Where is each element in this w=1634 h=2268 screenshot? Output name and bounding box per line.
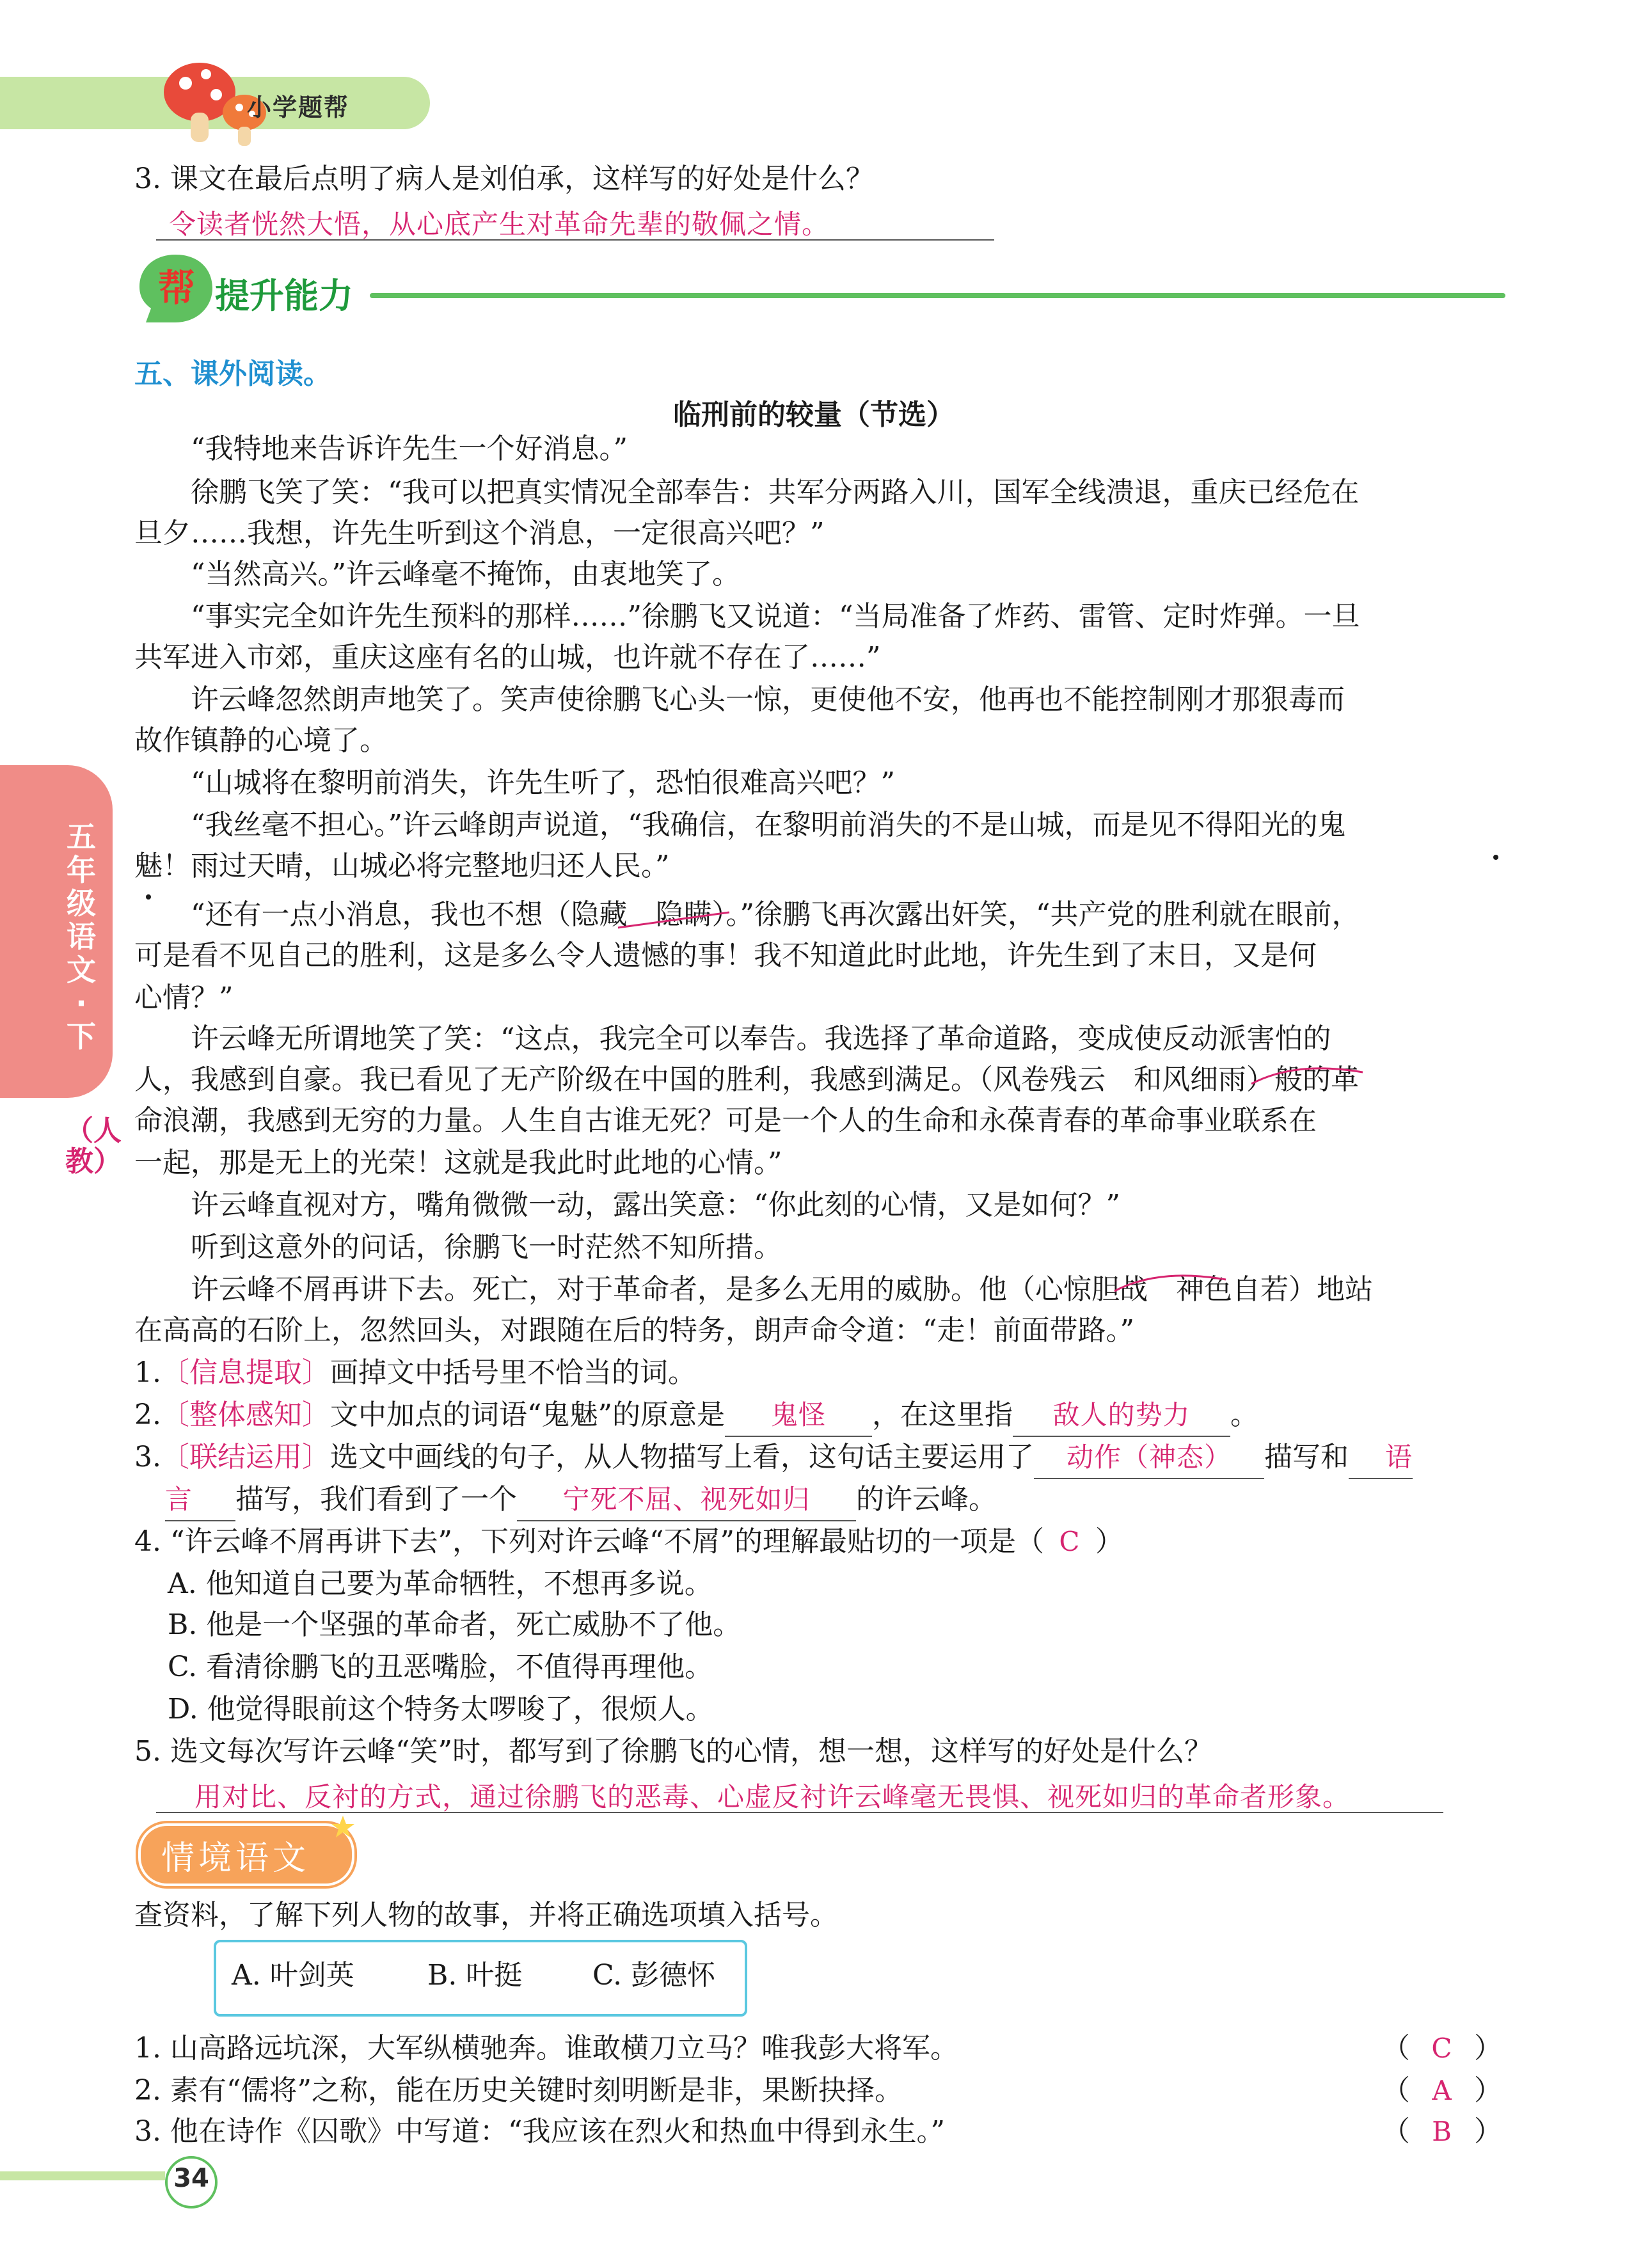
situation-item-1: 1. 山高路远坑深，大军纵横驰奔。谁敢横刀立马？唯我彭大将军。 [134,2032,958,2065]
footer-band [0,2171,165,2180]
person-option-c: C. 彭德怀 [592,1959,716,1992]
paragraph: 一起，那是无上的光荣！这就是我此时此地的心情。” [134,1146,782,1179]
paragraph: “当然高兴。”许云峰毫不掩饰，由衷地笑了。 [191,558,740,591]
answer-line [156,1773,1443,1813]
paragraph: 人，我感到自豪。我已看见了无产阶级在中国的胜利，我感到满足。（风卷残云 和风细雨）般的革 [134,1063,1359,1096]
paragraph: “我特地来告诉许先生一个好消息。” [191,432,628,465]
option-d: D. 他觉得眼前这个特务太啰唆了，很烦人。 [168,1693,714,1725]
paragraph: 许云峰直视对方，嘴角微微一动，露出笑意：“你此刻的心情，又是如何？” [191,1189,1120,1221]
star-icon [330,1814,356,1840]
paragraph: 可是看不见自己的胜利，这是多么令人遗憾的事！我不知道此时此地，许先生到了末日，又是何 [134,939,1317,972]
answer-blank: 宁死不屈、视死如归 [562,1484,811,1515]
paragraph: 故作镇静的心境了。 [134,724,388,757]
item-answer: B [1432,2116,1452,2147]
paragraph: “还有一点小消息，我也不想（隐藏 隐瞒）。”徐鹏飞再次露出奸笑，“共产党的胜利就在眼前， [191,898,1360,931]
answer-line [156,202,994,241]
paragraph: 在高高的石阶上，忽然回头，对跟随在后的特务，朗声命令道：“走！前面带路。” [134,1314,1134,1347]
article-title: 临刑前的较量（节选） [673,399,955,431]
person-option-b: B. 叶挺 [427,1959,523,1992]
section-title: 提升能力 [215,276,353,316]
paragraph: 听到这意外的问话，徐鹏飞一时茫然不知所措。 [191,1231,782,1264]
answer-5: 用对比、反衬的方式，通过徐鹏飞的恶毒、心虚反衬许云峰毫无畏惧、视死如归的革命者形象。 [194,1781,1351,1812]
item-3-paren: （ B ） [1382,2111,1502,2152]
tag-label: 〔整体感知〕 [161,1399,330,1431]
paragraph: 许云峰不屑再讲下去。死亡，对于革命者，是多么无用的威胁。他（心惊胆战 神色自若）地站 [191,1273,1373,1306]
item-answer: C [1431,2033,1453,2064]
exercise-5: 5. 选文每次写许云峰“笑”时，都写到了徐鹏飞的心情，想一想，这样写的好处是什么？ [134,1735,1212,1768]
tag-label: 〔信息提取〕 [161,1356,330,1389]
paragraph: 许云峰忽然朗声地笑了。笑声使徐鹏飞心头一惊，更使他不安，他再也不能控制刚才那狠毒而 [191,683,1345,716]
option-b: B. 他是一个坚强的革命者，死亡威胁不了他。 [168,1608,742,1641]
situation-item-2: 2. 素有“儒将”之称，能在历史关键时刻明断是非，果断抉择。 [134,2074,903,2107]
exercise-2: 2.〔整体感知〕文中加点的词语“鬼魅”的原意是 鬼怪 ，在这里指 敌人的势力 。 [134,1395,1258,1437]
exercise-4: 4. “许云峰不屑再讲下去”，下列对许云峰“不屑”的理解最贴切的一项是（ C ） [134,1525,1123,1558]
paragraph: 许云峰无所谓地笑了笑：“这点，我完全可以奉告。我选择了革命道路，变成使反动派害怕的 [191,1022,1331,1055]
answer-blank: 动作（神态） [1066,1441,1232,1473]
answer-blank: 鬼怪 [770,1399,826,1431]
strike-mark [1248,1066,1369,1091]
paragraph: 旦夕……我想，许先生听到这个消息，一定很高兴吧？” [134,517,825,550]
paragraph: “事实完全如许先生预料的那样……”徐鹏飞又说道：“当局准备了炸药、雷管、定时炸弹。一旦 [191,600,1360,633]
tag-label: 〔联结运用〕 [161,1441,330,1473]
strike-mark [1111,1273,1232,1299]
option-a: A. 他知道自己要为革命牺牲，不想再多说。 [168,1567,713,1600]
grade-label: 五年级语文·下 [67,820,96,1054]
section-badge-text: 帮 [157,266,196,310]
person-option-a: A. 叶剑英 [232,1959,354,1992]
answer-3-top: 令读者恍然大悟，从心底产生对革命先辈的敬佩之情。 [169,209,830,240]
situation-item-3: 3. 他在诗作《囚歌》中写道：“我应该在烈火和热血中得到永生。” [134,2115,945,2148]
strike-mark [614,908,736,934]
answer-blank: 敌人的势力 [1052,1399,1191,1431]
choice-answer: C [1059,1526,1081,1557]
item-answer: A [1432,2075,1452,2106]
situation-label: 情境语文 [161,1839,310,1878]
question-3-top: 3. 课文在最后点明了病人是刘伯承，这样写的好处是什么？ [134,163,874,195]
paragraph: 共军进入市郊，重庆这座有名的山城，也许就不存在了……” [134,641,881,674]
paragraph: 心情？” [134,981,234,1014]
exercise-3-cont: 言 描写，我们看到了一个 宁死不屈、视死如归 的许云峰。 [165,1479,997,1521]
answer-blank: 语 [1384,1441,1413,1473]
exercise-3: 3.〔联结运用〕选文中画线的句子，从人物描写上看，这句话主要运用了 动作（神态） 描写和 语 [134,1437,1413,1479]
paragraph: 魅！雨过天晴，山城必将完整地归还人民。” [134,850,670,882]
item-1-paren: （ C ） [1382,2028,1502,2069]
paragraph: 徐鹏飞笑了笑：“我可以把真实情况全部奉告：共军分两路入川，国军全线溃退，重庆已经危在 [191,476,1360,509]
paragraph: “山城将在黎明前消失，许先生听了，恐怕很难高兴吧？” [191,766,895,799]
section-badge-icon [137,250,220,326]
page-number: 34 [173,2164,209,2193]
edition-label: （人教） [65,1114,122,1178]
paragraph: 命浪潮，我感到无穷的力量。人生自古谁无死？可是一个人的生命和永葆青春的革命事业联系在 [134,1104,1317,1137]
answer-blank: 言 [165,1484,193,1515]
reading-subtitle: 五、课外阅读。 [134,358,331,390]
option-c: C. 看清徐鹏飞的丑恶嘴脸，不值得再理他。 [168,1651,713,1683]
brand-name: 小学题帮 [247,93,350,122]
exercise-1: 1.〔信息提取〕画掉文中括号里不恰当的词。 [134,1356,696,1389]
item-2-paren: （ A ） [1382,2070,1502,2111]
paragraph: “我丝毫不担心。”许云峰朗声说道，“我确信，在黎明前消失的不是山城，而是见不得阳光的鬼 [191,809,1346,841]
section-divider [370,293,1505,298]
situation-instruction: 查资料，了解下列人物的故事，并将正确选项填入括号。 [134,1899,838,1931]
